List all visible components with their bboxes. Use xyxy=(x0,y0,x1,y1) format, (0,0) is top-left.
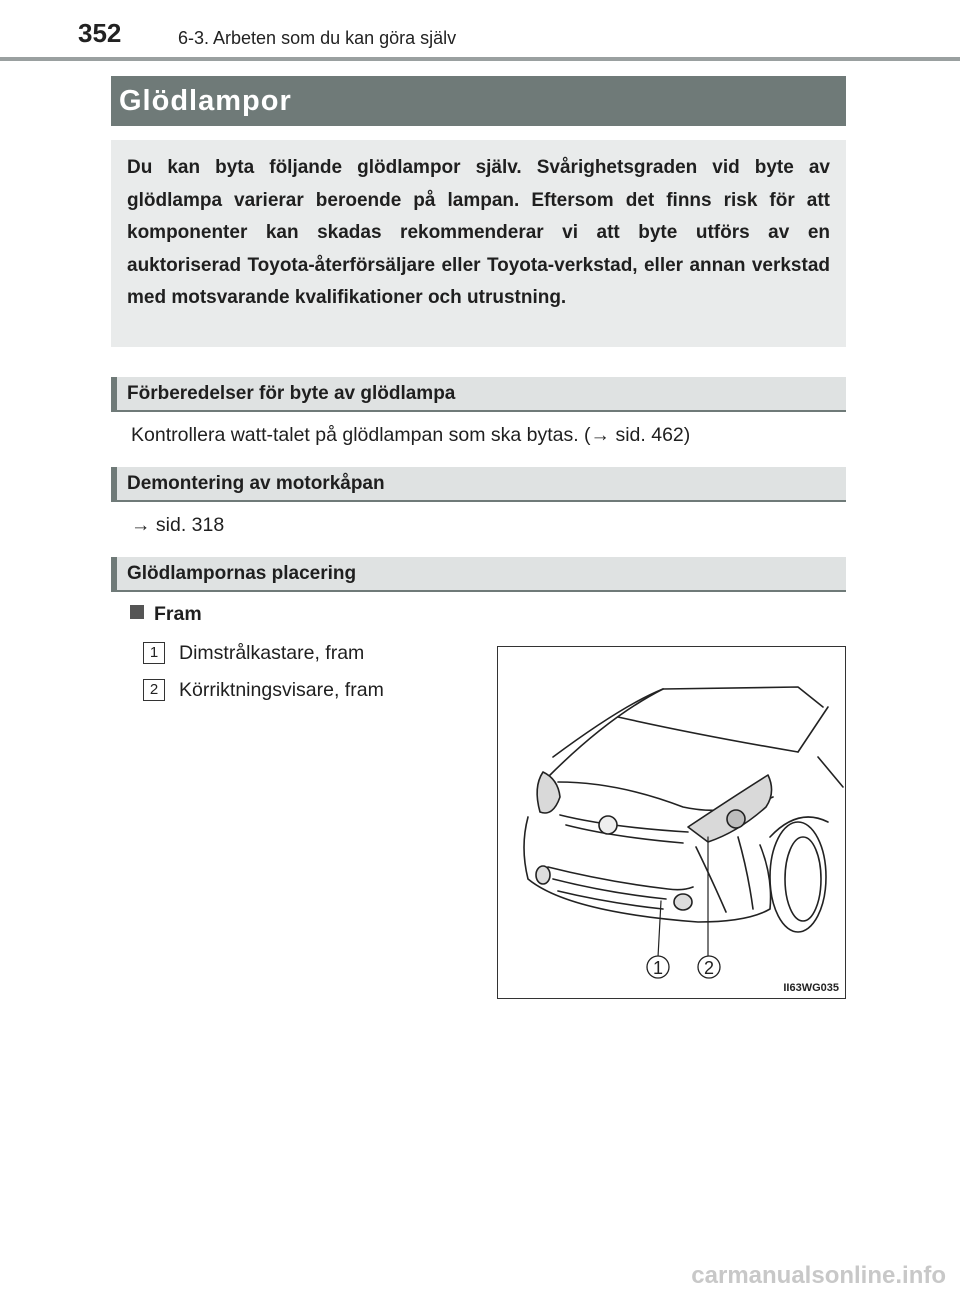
car-drawing xyxy=(498,647,846,999)
front-subheading xyxy=(130,603,202,626)
item-label-turn-signal: Körriktningsvisare, fram xyxy=(179,679,384,701)
callout-label-1: 1 xyxy=(652,958,664,978)
hood-removal-text: → sid. 318 xyxy=(131,514,225,536)
watermark: carmanualsonline.info xyxy=(691,1262,946,1289)
preparation-text: Kontrollera watt-talet på glödlampan som ska bytas. (→ sid. 462) xyxy=(131,424,691,446)
item-label-fog-light: Dimstrålkastare, fram xyxy=(179,642,365,664)
page-header xyxy=(0,0,960,62)
callout-label-2: 2 xyxy=(703,958,715,978)
heading-hood-removal: Demontering av motorkåpan xyxy=(111,467,846,502)
square-bullet-icon xyxy=(130,605,144,619)
intro-box xyxy=(111,140,846,347)
hood-edge-left xyxy=(548,689,663,777)
front-label: Fram xyxy=(154,603,202,625)
header-divider xyxy=(0,57,960,61)
section-reference: 6-3. Arbeten som du kan göra själv xyxy=(178,28,457,48)
car-front-illustration xyxy=(497,646,846,999)
intro-text: Du kan byta följande glödlampor själv. Svårighetsgraden vid byte av glödlampa varierar beroende på lampan. Eftersom det finns risk för att komponenter kan skadas rekommenderar vi att byte utförs av en auktoriserad Toyota-återförsäljare eller Toyota-verkstad, eller annan verkstad med motsvarande kvalifikationer och utrustning. xyxy=(127,157,830,308)
hood-crease xyxy=(618,717,798,752)
item-number-2: 2 xyxy=(143,679,165,701)
page-title: Glödlampor xyxy=(111,76,846,126)
heading-bulb-placement: Glödlampornas placering xyxy=(111,557,846,592)
item-number-1: 1 xyxy=(143,642,165,664)
figure-code: II63WG035 xyxy=(783,982,839,994)
heading-preparation: Förberedelser för byte av glödlampa xyxy=(111,377,846,412)
page-number: 352 xyxy=(78,18,122,48)
